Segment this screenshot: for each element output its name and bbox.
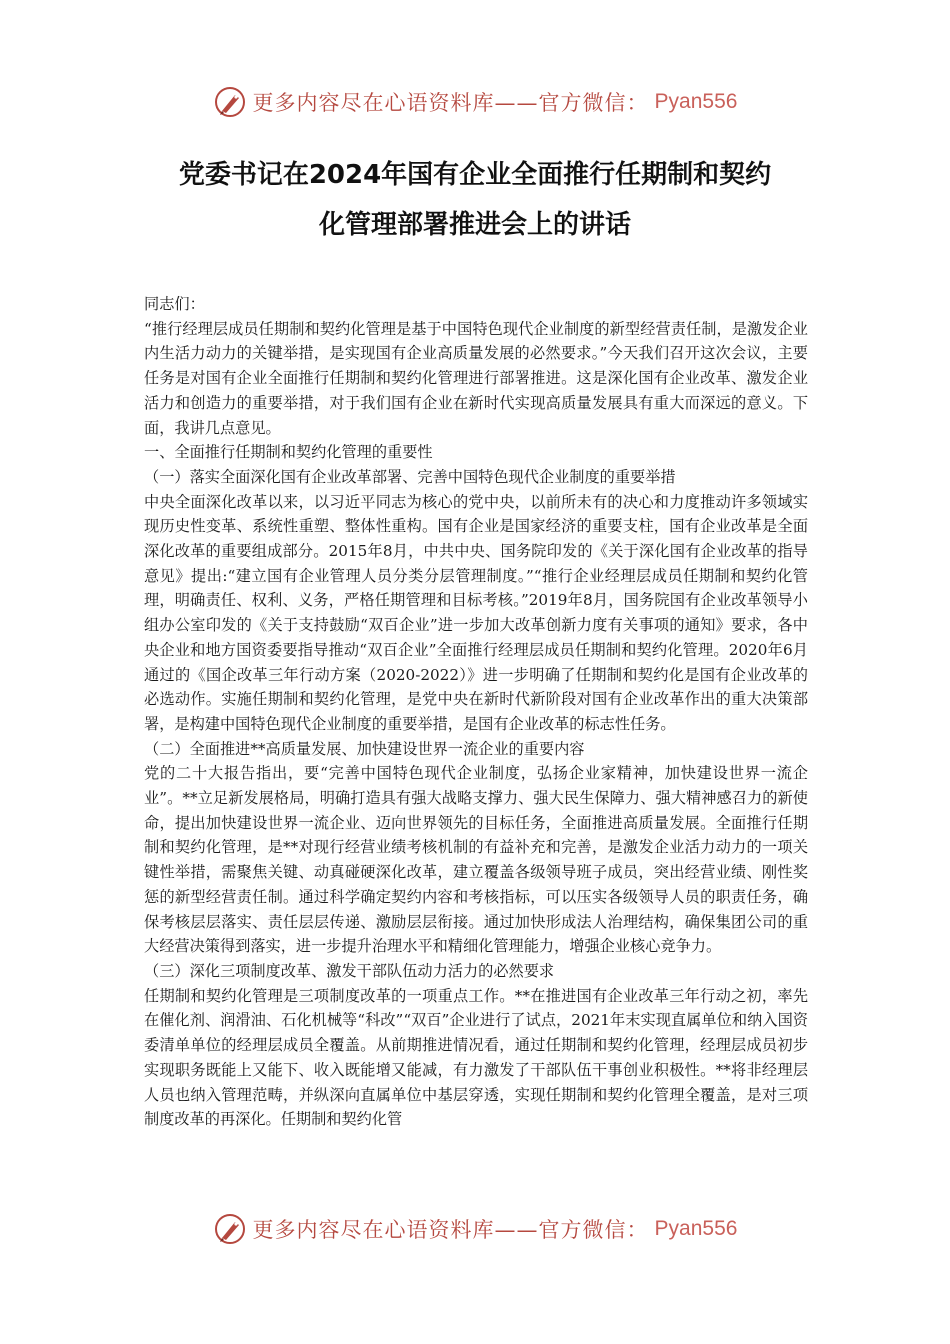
section-heading-1: 一、全面推行任期制和契约化管理的重要性: [144, 443, 433, 462]
body-paragraph: 任期制和契约化管理是三项制度改革的一项重点工作。**在推进国有企业改革三年行动之初，率先在催化剂、润滑油、石化机械等“科改”“双百”企业进行了试点，2021年末实现直属单位和纳入国资委清单单位的经理层成员全覆盖。从前期推进情况看，通过任期制和契约化管理，经理层成员初步实现职务既能上又能下、收入既能增又能减，有力激发了干部队伍干事创业积极性。**将非经理层人员也纳入管理范畴，并纵深向直属单位中基层穿透，实现任期制和契约化管理全覆盖，是对三项制度改革的再深化。任期制和契约化管: [144, 986, 808, 1129]
body-paragraph: 中央全面深化改革以来，以习近平同志为核心的党中央，以前所未有的决心和力度推动许多领域实现历史性变革、系统性重塑、整体性重构。国有企业是国家经济的重要支柱，国有企业改革是全面深化改革的重要组成部分。2015年8月，中共中央、国务院印发的《关于深化国有企业改革的指导意见》提出:“建立国有企业管理人员分类分层管理制度。”“推行企业经理层成员任期制和契约化管理，明确责任、权利、义务，严格任期管理和目标考核。”2019年8月，国务院国有企业改革领导小组办公室印发的《关于支持鼓励“双百企业”进一步加大改革创新力度有关事项的通知》要求，各中央企业和地方国资委要指导推动“双百企业”全面推行经理层成员任期制和契约化管理。2020年6月通过的《国企改革三年行动方案（2020-2022）》进一步明确了任期制和契约化是国有企业改革的必选动作。实施任期制和契约化管理，是党中央在新时代新阶段对国有企业改革作出的重大决策部署，是构建中国特色现代企业制度的重要举措，是国有企业改革的标志性任务。: [144, 492, 808, 733]
pen-nib-logo-icon: [213, 85, 247, 119]
watermark-wechat-id: Pyan556: [654, 90, 738, 113]
watermark-text: 更多内容尽在心语资料库——官方微信：: [252, 1218, 649, 1242]
document-title: [120, 150, 830, 250]
watermark-banner-top: [0, 82, 950, 122]
body-paragraph: 党的二十大报告指出，要“完善中国特色现代企业制度，弘扬企业家精神，加快建设世界一流企业”。**立足新发展格局，明确打造具有强大战略支撑力、强大民生保障力、强大精神感召力的新使命，提出加快建设世界一流企业、迈向世界领先的目标任务，全面推进高质量发展。全面推行任期制和契约化管理，是**对现行经营业绩考核机制的有益补充和完善，是激发企业活力动力的一项关键性举措，需聚焦关键、动真碰硬深化改革，建立覆盖各级领导班子成员，突出经营业绩、刚性奖惩的新型经营责任制。通过科学确定契约内容和考核指标，可以压实各级领导人员的职责任务，确保考核层层落实、责任层层传递、激励层层衔接。通过加快形成法人治理结构，确保集团公司的重大经营决策得到落实，进一步提升治理水平和精细化管理能力，增强企业核心竞争力。: [144, 764, 808, 956]
pen-nib-logo-icon: [213, 1212, 247, 1246]
subsection-heading-1: （一）落实全面深化国有企业改革部署、完善中国特色现代企业制度的重要举措: [144, 467, 676, 486]
title-line-2: 化管理部署推进会上的讲话: [318, 210, 631, 240]
intro-paragraph: “推行经理层成员任期制和契约化管理是基于中国特色现代企业制度的新型经营责任制，是激发企业内生活力动力的关键举措，是实现国有企业高质量发展的必然要求。”今天我们召开这次会议，主要任务是对国有企业全面推行任期制和契约化管理进行部署推进。这是深化国有企业改革、激发企业活力和创造力的重要举措，对于我们国有企业在新时代实现高质量发展具有重大而深远的意义。下面，我讲几点意见。: [144, 319, 808, 437]
salutation: 同志们：: [144, 295, 205, 313]
document-body: [144, 292, 808, 1132]
watermark-wechat-id: Pyan556: [654, 1217, 738, 1240]
watermark-text: 更多内容尽在心语资料库——官方微信：: [252, 91, 649, 115]
subsection-heading-3: （三）深化三项制度改革、激发干部队伍动力活力的必然要求: [144, 961, 555, 980]
title-line-1: 党委书记在2024年国有企业全面推行任期制和契约: [178, 160, 772, 190]
watermark-banner-bottom: [0, 1209, 950, 1249]
subsection-heading-2: （二）全面推进**高质量发展、加快建设世界一流企业的重要内容: [144, 739, 585, 758]
